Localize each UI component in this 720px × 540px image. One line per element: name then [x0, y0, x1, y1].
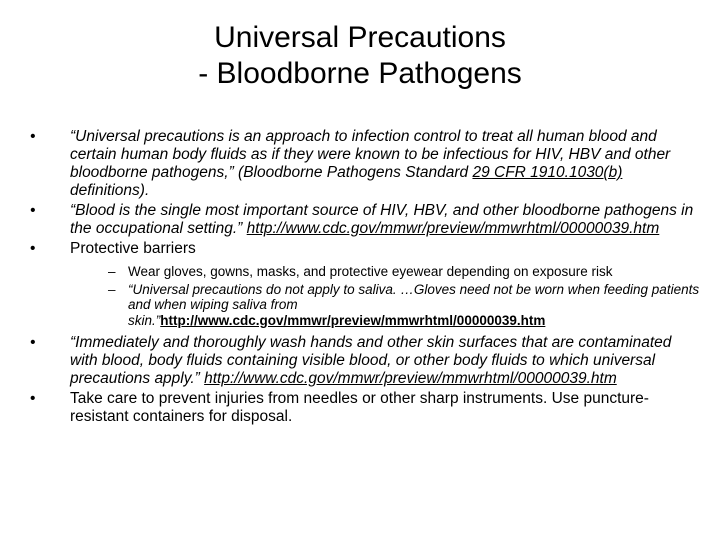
slide-title-line-2: - Bloodborne Pathogens: [198, 57, 522, 90]
cdc-link[interactable]: http://www.cdc.gov/mmwr/preview/mmwrhtml/00000039.htm: [204, 370, 617, 387]
bullet-wash-hands: [22, 334, 702, 388]
cfr-link[interactable]: 29 CFR 1910.1030(b): [472, 164, 623, 181]
bullet-protective-barriers: [22, 240, 702, 328]
cdc-link[interactable]: http://www.cdc.gov/mmwr/preview/mmwrhtml/00000039.htm: [160, 312, 546, 328]
slide-title: [0, 20, 720, 92]
bullet-text: Protective barriers: [70, 240, 196, 257]
bullet-text: “Universal precautions is an approach to infection control to treat all human blood and certain human body fluids as if they were known to be infectious for HIV, HBV and other bloodborne pathogens,” (Bloodborne Pathogens Standard: [70, 128, 671, 181]
slide-title-line-1: Universal Precautions: [214, 21, 506, 54]
bullet-universal-precautions-definition: [22, 128, 702, 200]
bullet-text: Take care to prevent injuries from needles or other sharp instruments. Use puncture-resistant containers for disposal.: [70, 390, 649, 425]
cdc-link[interactable]: http://www.cdc.gov/mmwr/preview/mmwrhtml/00000039.htm: [246, 220, 660, 237]
bullet-list: [22, 128, 702, 428]
subbullet-wear-gloves: [100, 264, 702, 280]
bullet-text: “Immediately and thoroughly wash hands and other skin surfaces that are contaminated with blood, body fluids containing visible blood, or other body fluids to which universal precautions apply.”: [70, 334, 672, 387]
protective-barriers-sublist: [70, 264, 702, 328]
subbullet-saliva: [100, 282, 702, 329]
bullet-blood-source: [22, 202, 702, 238]
bullet-text-end: definitions).: [70, 182, 150, 199]
bullet-text: “Blood is the single most important source of HIV, HBV, and other bloodborne pathogens in the occupational setting.”: [70, 202, 694, 237]
bullet-sharps-safety: [22, 390, 702, 426]
subbullet-text: Wear gloves, gowns, masks, and protective eyewear depending on exposure risk: [128, 264, 613, 279]
subbullet-text: “Universal precautions do not apply to saliva. …Gloves need not be worn when feeding patients and when wiping saliva from skin.”: [128, 281, 700, 328]
